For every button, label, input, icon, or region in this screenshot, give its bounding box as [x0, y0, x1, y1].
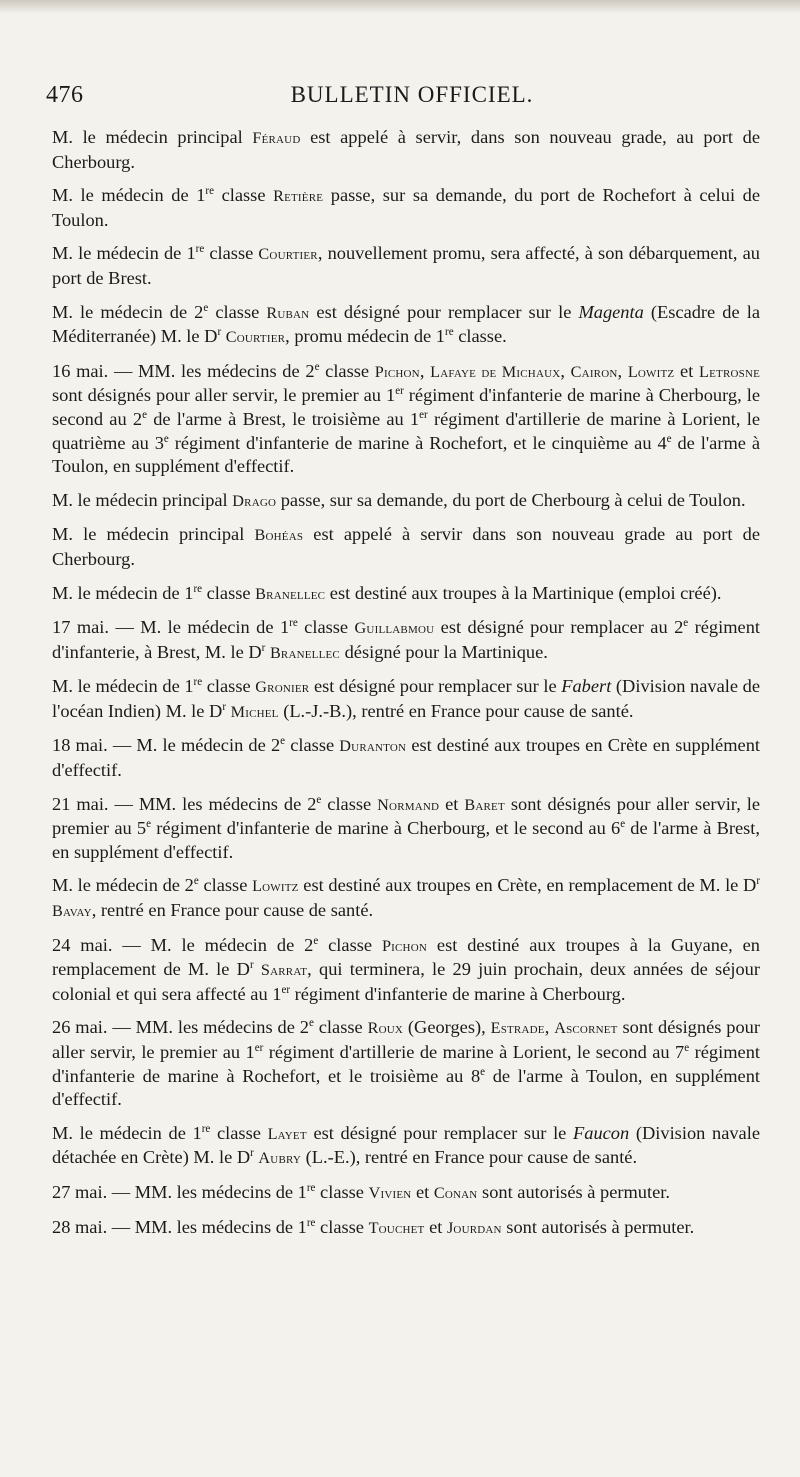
surname: Aubry — [258, 1149, 302, 1168]
text-run: de l'arme à Toulon, en supplément d'effectif. — [52, 432, 761, 477]
text-run: , — [419, 360, 431, 381]
text-run: passe, sur sa demande, du port de Rochefort à celui de Toulon. — [52, 185, 760, 230]
superscript: re — [445, 326, 454, 339]
surname: Féraud — [252, 129, 301, 147]
text-run: passe, sur sa demande, du port de Cherbourg à celui de Toulon. — [276, 489, 746, 510]
text-run: classe — [321, 793, 378, 814]
text-run: régiment d'infanterie, à Brest, M. le D — [52, 617, 761, 662]
ship-name: Faucon — [573, 1122, 630, 1143]
text-run: M. le médecin de 2 — [52, 301, 204, 322]
page-number: 476 — [46, 82, 84, 108]
surname: Drago — [232, 491, 277, 510]
superscript: e — [683, 616, 689, 629]
surname: Letrosne — [699, 362, 761, 381]
text-run: , promu médecin de 1 — [285, 326, 446, 347]
text-run: régiment d'artillerie de marine à Lorient, le quatrième au 3 — [52, 408, 761, 453]
surname: Branellec — [255, 584, 326, 603]
superscript: re — [289, 616, 298, 629]
superscript: e — [308, 1017, 314, 1030]
text-run: désigné pour la Martinique. — [339, 641, 548, 662]
text-run: 28 mai. — MM. les médecins de 1 — [52, 1216, 307, 1237]
text-run: classe — [208, 301, 267, 322]
superscript: er — [395, 385, 404, 398]
text-run: régiment d'infanterie de marine à Rochefort, et le troisième au 8 — [52, 1042, 760, 1086]
paragraph — [52, 301, 760, 350]
text-run: (L.-J.-B.), rentré en France pour cause de santé. — [278, 700, 634, 721]
text-run: et — [674, 360, 700, 381]
text-run: est destiné aux troupes en Crète en supplément d'effectif. — [52, 735, 760, 781]
text-run: 24 mai. — M. le médecin de 2 — [52, 934, 314, 955]
paragraph — [52, 489, 760, 514]
text-run: sont autorisés à permuter. — [501, 1216, 695, 1237]
text-run: sont désignés pour aller servir, le premier au 5 — [52, 793, 761, 839]
text-run — [254, 959, 261, 979]
paragraph — [52, 934, 760, 1007]
surname: Layet — [267, 1124, 307, 1143]
surname: Guillabmou — [354, 619, 435, 638]
text-run: classe — [285, 735, 340, 756]
superscript: r — [222, 700, 226, 713]
text-run: (L.-E.), rentré en France pour cause de santé. — [301, 1147, 638, 1168]
paragraph — [52, 242, 760, 290]
surname: Bohéas — [254, 526, 304, 545]
surname: Ascornet — [554, 1019, 618, 1038]
text-run: , rentré en France pour cause de santé. — [91, 900, 374, 921]
text-run: est destiné aux troupes en Crète, en remplacement de M. le D — [298, 875, 757, 896]
ship-name: Magenta — [578, 301, 644, 322]
text-run: est destiné aux troupes à la Martinique (emploi créé). — [325, 582, 722, 603]
text-run: 18 mai. — M. le médecin de 2 — [52, 735, 281, 756]
text-run: classe — [198, 875, 253, 896]
surname: Jourdan — [446, 1218, 502, 1237]
surname: Duranton — [339, 737, 407, 756]
surname: Branellec — [269, 643, 340, 662]
page-header — [46, 82, 758, 122]
surname: Cairon — [570, 362, 618, 381]
text-run: classe — [202, 582, 256, 603]
superscript: re — [306, 1181, 316, 1194]
text-run: classe — [315, 1216, 369, 1237]
text-run: est destiné aux troupes à la Guyane, en remplacement de M. le D — [52, 934, 760, 980]
superscript: er — [281, 983, 291, 996]
text-run: de l'arme à Brest, en supplément d'effectif. — [52, 818, 760, 862]
surname: Sarrat — [260, 961, 308, 980]
paragraph — [52, 1216, 760, 1241]
text-run: M. le médecin principal — [52, 489, 233, 510]
superscript: re — [201, 1122, 211, 1135]
paragraph — [52, 1122, 760, 1171]
superscript: er — [419, 408, 428, 421]
text-run: sont désignés pour aller servir, le premier au 1 — [52, 1017, 760, 1062]
text-run: 27 mai. — MM. les médecins de 1 — [52, 1181, 307, 1202]
text-run: régiment d'artillerie de marine à Lorient, le second au 7 — [263, 1042, 685, 1062]
text-run: régiment d'infanterie de marine à Cherbourg, le second au 2 — [52, 385, 760, 429]
surname: Lowitz — [252, 877, 299, 896]
text-run: M. le médecin de 1 — [52, 185, 206, 206]
surname: Ruban — [266, 303, 310, 322]
surname: Retière — [273, 187, 324, 206]
superscript: r — [249, 959, 254, 972]
text-run: , — [617, 360, 628, 381]
text-run: et — [411, 1181, 434, 1202]
superscript: r — [250, 1147, 254, 1160]
text-run: est désigné pour remplacer sur le — [306, 1122, 574, 1143]
ship-name: Fabert — [561, 676, 612, 697]
paragraph — [52, 734, 760, 782]
text-run: de l'arme à Toulon, en supplément d'effectif. — [52, 1065, 760, 1110]
superscript: e — [620, 818, 626, 831]
text-run: de l'arme à Brest, le troisième au 1 — [146, 408, 420, 429]
text-run: (Escadre de la Méditerranée) M. le D — [52, 301, 760, 347]
text-run: classe — [315, 1181, 369, 1202]
superscript: e — [193, 875, 199, 888]
surname: Baret — [464, 795, 505, 814]
superscript: r — [261, 641, 266, 654]
superscript: r — [217, 326, 222, 339]
paragraph — [52, 793, 760, 865]
superscript: e — [480, 1065, 486, 1078]
text-run: M. le médecin de 1 — [52, 582, 194, 603]
superscript: re — [205, 185, 214, 198]
surname: Michel — [230, 702, 279, 721]
surname: Bavay — [52, 902, 92, 921]
text-run: est appelé à servir dans son nouveau grade au port de Cherbourg. — [52, 524, 760, 569]
text-run: M. le médecin principal — [52, 524, 255, 545]
superscript: e — [146, 818, 152, 831]
superscript: re — [306, 1216, 316, 1229]
text-run: est appelé à servir, dans son nouveau grade, au port de Cherbourg. — [52, 127, 760, 172]
text-run: , — [544, 1017, 555, 1038]
paragraph — [52, 675, 760, 724]
text-run: et — [439, 793, 465, 814]
text-run: régiment d'infanterie de marine à Rochefort, et le cinquième au 4 — [168, 432, 667, 453]
text-run: est désigné pour remplacer sur le — [309, 676, 562, 697]
document-body — [52, 126, 760, 1250]
text-run: classe. — [453, 326, 507, 347]
surname: Courtier — [258, 245, 318, 264]
superscript: e — [314, 360, 320, 373]
superscript: r — [756, 875, 761, 888]
superscript: e — [316, 793, 322, 806]
text-run: (Division navale détachée en Crète) M. le D — [52, 1122, 760, 1168]
paragraph — [52, 582, 760, 607]
text-run: (Georges), — [403, 1017, 491, 1038]
text-run: M. le médecin de 1 — [52, 676, 194, 697]
surname: Gronier — [255, 678, 310, 697]
text-run: est désigné pour remplacer au 2 — [434, 617, 684, 638]
text-run: 21 mai. — MM. les médecins de 2 — [52, 793, 317, 814]
page-top-edge — [0, 0, 800, 14]
paragraph — [52, 874, 760, 923]
surname: Pichon — [374, 362, 420, 381]
text-run: régiment d'infanterie de marine à Cherbourg, et le second au 6 — [151, 818, 621, 839]
superscript: e — [280, 735, 286, 748]
paragraph — [52, 523, 760, 571]
superscript: e — [203, 301, 209, 314]
text-run: classe — [319, 360, 375, 381]
text-run: M. le médecin principal — [52, 127, 253, 147]
surname: Courtier — [225, 328, 286, 347]
text-run: M. le médecin de 2 — [52, 875, 194, 896]
superscript: e — [163, 432, 169, 445]
paragraph — [52, 616, 760, 665]
text-run: , nouvellement promu, sera affecté, à son débarquement, au port de Brest. — [52, 243, 760, 288]
surname: Normand — [377, 795, 440, 814]
text-run: sont désignés pour aller servir, le premier au 1 — [52, 385, 396, 406]
surname: Lowitz — [627, 362, 675, 381]
superscript: e — [666, 432, 672, 445]
paragraph — [52, 1016, 760, 1111]
paragraph — [52, 126, 760, 174]
surname: Pichon — [381, 936, 427, 955]
superscript: e — [313, 934, 319, 947]
surname: Vivien — [368, 1183, 412, 1202]
paragraph — [52, 360, 760, 479]
text-run: classe — [202, 676, 256, 697]
text-run: classe — [204, 243, 259, 264]
superscript: re — [193, 582, 203, 595]
text-run: (Division navale de l'océan Indien) M. le D — [52, 676, 760, 721]
text-run: et — [424, 1216, 447, 1237]
text-run: 16 mai. — MM. les médecins de 2 — [52, 360, 315, 381]
superscript: re — [195, 243, 205, 256]
surname: Conan — [433, 1183, 478, 1202]
surname: Touchet — [368, 1218, 425, 1237]
surname: Lafaye de Michaux — [430, 362, 561, 381]
text-run: classe — [214, 185, 274, 206]
text-run: classe — [313, 1017, 368, 1038]
text-run: 26 mai. — MM. les médecins de 2 — [52, 1017, 309, 1038]
paragraph — [52, 1181, 760, 1206]
surname: Roux — [367, 1019, 404, 1038]
text-run: , — [560, 360, 571, 381]
text-run: classe — [318, 934, 382, 955]
text-run: sont autorisés à permuter. — [477, 1181, 670, 1202]
text-run: est désigné pour remplacer sur le — [309, 301, 579, 322]
text-run: 17 mai. — M. le médecin de 1 — [52, 617, 290, 638]
text-run: M. le médecin de 1 — [52, 1122, 202, 1143]
superscript: re — [193, 676, 203, 689]
superscript: e — [684, 1041, 690, 1054]
text-run: classe — [297, 617, 355, 638]
paragraph — [52, 184, 760, 232]
surname: Estrade — [490, 1019, 545, 1038]
text-run: , qui terminera, le 29 juin prochain, deux années de séjour colonial et qui sera affecté au 1 — [52, 959, 760, 1004]
text-run: classe — [210, 1122, 268, 1143]
text-run: M. le médecin de 1 — [52, 243, 196, 264]
text-run: régiment d'infanterie de marine à Cherbourg. — [290, 983, 626, 1004]
superscript: e — [142, 408, 147, 421]
running-title: BULLETIN OFFICIEL. — [290, 82, 534, 107]
superscript: er — [254, 1041, 264, 1054]
